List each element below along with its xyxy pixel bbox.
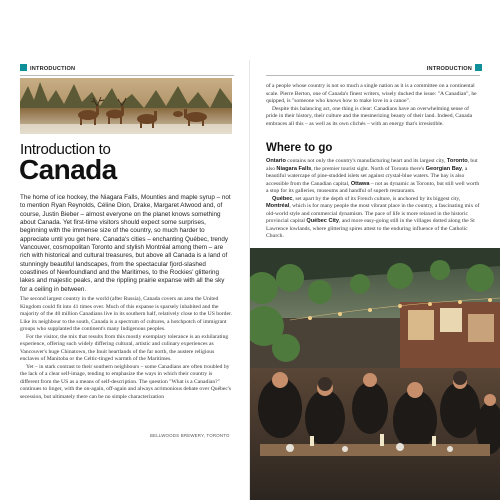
place-name: Ontario [266, 158, 286, 164]
paragraph: Yet – in stark contrast to their southern neighbours – some Canadians are often troubled by the lack of a clear self-image, tending to emphasize the ways in which their country is different from the US as a means of self-description. The question "What is a Canadian?" continues to linger, with the on-again, off-again and always acrimonious debate over Québec's secession, but ultimately there can be no simple characterization [20, 363, 231, 400]
paragraph: For the visitor, the mix that results from this mostly exemplary tolerance is an exhilarating experience, offering such widely differing cultural, artistic and culinary experiences as Vancouver's huge Chinatown, the Inuit heartlands of the far north, the austere religious enclaves of Manitoba or the Celtic-tinged warmth of the Maritimes. [20, 333, 229, 362]
header-rule [20, 75, 234, 76]
place-name: Toronto [446, 158, 468, 164]
section-heading-where-to-go: Where to go [266, 142, 333, 154]
place-name: Québec [272, 195, 293, 202]
header-rule [266, 75, 480, 76]
section-marker [20, 64, 27, 71]
page-title: Canada [19, 154, 117, 185]
place-name: Québec City [306, 218, 340, 224]
running-head-right: INTRODUCTION [427, 64, 482, 73]
title-intro-to: Introduction to [20, 141, 111, 158]
paragraph-quebec: Québec, set apart by the depth of its French culture, is anchored by its biggest city, Montréal, which is for many people the most vibrant place in the country, a fascinating mix of old-world style and commercial dynamism. The pace of life is more relaxed in the historic provincial capital Québec City, and more easy-going still in the villages dotted along the St Lawrence lowlands, where glittering spires attest to the enduring influence of the Catholic Church. [266, 195, 480, 239]
place-name: Niagara Falls [276, 165, 312, 172]
lead-paragraph: The home of ice hockey, the Niagara Falls, Mounties and maple syrup – not to mention Ryan Reynolds, Céline Dion, Drake, Margaret Atwood and, of course, Justin Bieber – almost everyone on the planet knows something about Canada. Yet first-time visitors should expect some surprises, beginning with the immense size of the country, so much harder to appreciate until you get here. Canada's cities – enchanting Québec, trendy Vancouver, cosmopolitan Toronto and stylish Montréal among them – are rich with historical and cultural treasures, but above all Canada is a land of stunningly beautiful landscapes, from the spectacular fjord-slashed coastlines of Newfoundland and the Maritimes, to the Rockies' glittering lakes and majestic peaks, and the rippling prairie expanse with all the sky for a ceiling in between. [20, 194, 231, 293]
paragraph-ontario: Ontario contains not only the country's manufacturing heart and its largest city, Toronto, but also Niagara Falls, the premier tourist sight. North of Toronto there's Georgian Bay, a beautiful watercape of pine-studded islets set against crystal-blue waters. The bay is also accessible from the Canadian capital, Ottawa – not as dynamic as Toronto, but still well worth a stop for its galleries, museums and handful of superb restaurants. [266, 158, 480, 194]
section-marker [475, 64, 482, 71]
paragraph: of a people whose country is not so much a single nation as it is a committee on a continental scale. Pierre Berton, one of Canada's finest writers, wisely ducked the issue: "A Canadian", he quipped, is "someone who knows how to make love in a canoe". [266, 83, 477, 104]
paragraph: Despite this balancing act, one thing is clear: Canadians have an overwhelming sense of pride in their history, their culture and the mesmerizing beauty of their land. Indeed, Canada embraces all this – as well as its own clichés – with an energy that's irresistible. [266, 105, 473, 127]
body-text-left [20, 296, 232, 401]
paragraph: The second largest country in the world (after Russia), Canada covers an area the United Kingdom could fit into 41 times over. Much of this expanse is sparsely inhabited and the majority of the 40 million Canadians live in its southern half, relatively close to the US border. Like its neighbour to the south, Canada is a spectrum of cultures, a hotchpotch of immigrant groups who supplanted the continent's many Indigenous peoples. [20, 296, 232, 332]
photo-caption: BELLWOODS BREWERY, TORONTO [150, 433, 230, 438]
elk-photo [20, 78, 232, 134]
place-name: Ottawa [350, 180, 370, 187]
where-to-go-text [266, 158, 480, 241]
brewery-photo [250, 248, 500, 500]
body-text-right [266, 83, 480, 128]
running-head-left: INTRODUCTION [20, 64, 75, 73]
place-name: Montréal [266, 203, 290, 209]
place-name: Georgian Bay [425, 165, 463, 172]
